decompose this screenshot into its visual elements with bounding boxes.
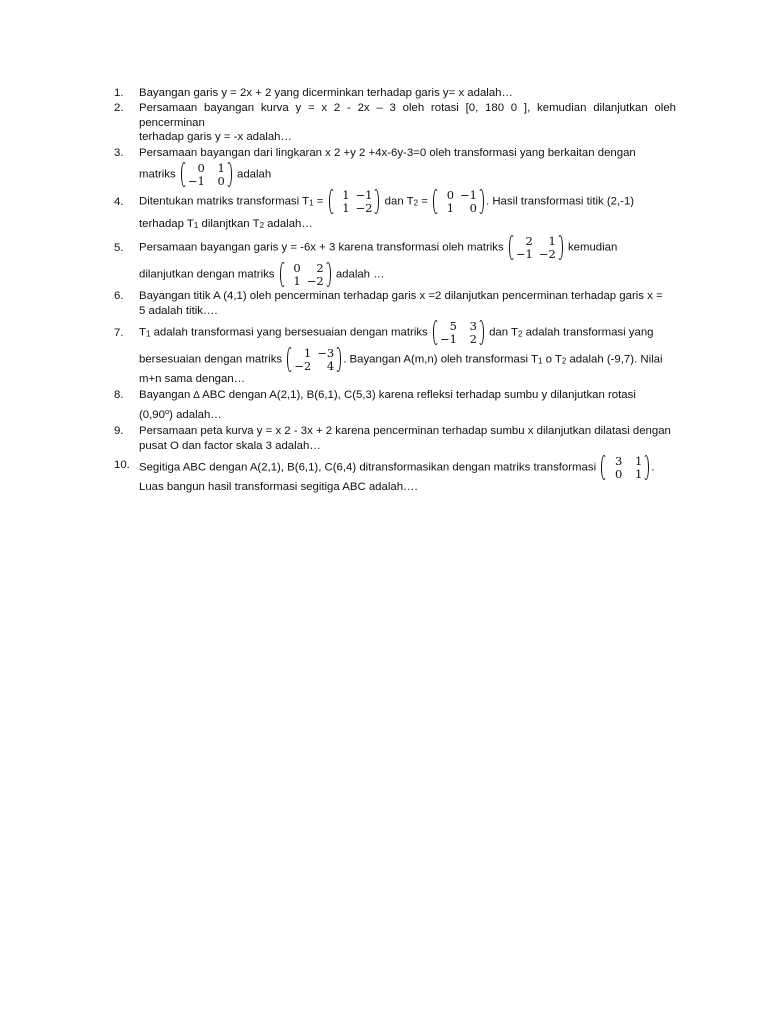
question-text: terhadap T xyxy=(139,218,194,231)
matrix xyxy=(280,262,331,287)
question-text: Segitiga ABC dengan A(2,1), B(6,1), C(6,4) ditransformasikan dengan matriks transformasi xyxy=(139,461,597,474)
matrix-cell: −2 xyxy=(294,358,312,373)
matrix-t2 xyxy=(433,189,484,214)
question-text: (0,90 xyxy=(139,409,165,422)
equals-sign: = xyxy=(421,195,428,208)
question-text: adalah … xyxy=(335,268,385,281)
subscript: 1 xyxy=(145,329,151,339)
question-7 xyxy=(114,320,676,386)
matrix-cell: 1 xyxy=(634,466,643,481)
superscript: o xyxy=(164,407,170,417)
question-text: Luas bangun hasil transformasi segitiga ABC adalah…. xyxy=(139,481,418,494)
question-8 xyxy=(114,388,676,423)
question-text: Bayangan garis y = 2x + 2 yang dicerminkan terhadap garis y= x adalah… xyxy=(139,87,513,99)
matrix-cell: −1 xyxy=(355,188,373,203)
subscript: 2 xyxy=(561,356,567,366)
question-number: 9. xyxy=(114,425,124,438)
question-text: . Hasil transformasi titik (2,-1) xyxy=(485,195,635,208)
question-text: matriks xyxy=(139,168,176,181)
matrix-cell: 3 xyxy=(469,319,477,334)
matrix-cell: 1 xyxy=(303,346,312,361)
question-text-line-1: Persamaan bayangan kurva y = x 2 - 2x – 3 oleh rotasi [0, 180 0 ], kemudian dilanjutkan oleh pencerminan xyxy=(139,102,676,129)
matrix-cell: 1 xyxy=(634,454,643,469)
question-text: m+n sama dengan… xyxy=(139,373,246,386)
matrix xyxy=(181,162,232,187)
matrix-cell: 0 xyxy=(293,261,301,276)
question-text: dilanjtkan T xyxy=(198,218,260,231)
question-text: dilanjutkan dengan matriks xyxy=(139,268,275,281)
question-text: Persamaan bayangan garis y = -6x + 3 karena transformasi oleh matriks xyxy=(139,241,504,254)
matrix xyxy=(433,320,484,345)
question-number: 10. xyxy=(114,459,130,472)
matrix-cell: 1 xyxy=(293,273,301,288)
question-4 xyxy=(114,189,676,233)
matrix-cell: −1 xyxy=(187,173,205,188)
question-text: adalah… xyxy=(264,218,313,231)
question-text-line-1: Bayangan titik A (4,1) oleh pencerminan terhadap garis x =2 dilanjutkan pencerminan terhadap garis x = xyxy=(139,290,663,303)
matrix-cell: −3 xyxy=(317,346,335,361)
subscript: 2 xyxy=(259,221,265,231)
question-number: 8. xyxy=(114,388,124,401)
question-1 xyxy=(114,86,676,100)
question-text: o T xyxy=(542,353,562,366)
matrix-cell: 1 xyxy=(342,188,350,203)
question-text: . Bayangan A(m,n) oleh transformasi T xyxy=(343,353,538,366)
matrix-cell: 2 xyxy=(316,261,324,276)
matrix-cell: 0 xyxy=(469,200,477,215)
question-text: Ditentukan matriks transformasi T xyxy=(139,195,310,208)
subscript: 1 xyxy=(193,221,199,231)
question-number: 1. xyxy=(114,87,124,99)
matrix-cell: 0 xyxy=(446,188,455,203)
equals-sign: = xyxy=(316,195,324,208)
matrix-cell: 1 xyxy=(548,234,556,249)
question-text: bersesuaian dengan matriks xyxy=(139,353,283,366)
matrix-cell: 0 xyxy=(197,161,205,176)
question-number: 3. xyxy=(114,146,124,159)
matrix-cell: −2 xyxy=(538,246,556,261)
question-text: Bayangan xyxy=(139,388,191,401)
subscript: 2 xyxy=(413,198,419,208)
triangle-symbol: ∆ xyxy=(193,389,200,401)
question-text: T xyxy=(139,326,146,339)
question-text: dan T xyxy=(489,326,518,339)
subscript: 1 xyxy=(537,356,543,366)
question-number: 7. xyxy=(114,327,124,340)
question-10 xyxy=(114,455,676,494)
question-number: 2. xyxy=(114,102,124,115)
matrix-cell: 3 xyxy=(614,454,623,469)
matrix-cell: 0 xyxy=(217,173,225,188)
question-text: . xyxy=(651,461,655,474)
question-6 xyxy=(114,289,676,318)
matrix xyxy=(601,455,649,480)
matrix-cell: −2 xyxy=(355,200,373,215)
matrix-cell: 2 xyxy=(469,331,477,346)
matrix xyxy=(287,347,341,372)
matrix-cell: 5 xyxy=(449,319,457,334)
question-2 xyxy=(114,101,676,144)
matrix-t1 xyxy=(329,189,380,214)
matrix-cell: 0 xyxy=(614,466,623,481)
question-9 xyxy=(114,424,676,453)
question-text-line-1: Persamaan peta kurva y = x 2 - 3x + 2 karena pencerminan terhadap sumbu x dilanjutkan dilatasi dengan xyxy=(139,425,671,438)
matrix-cell: −2 xyxy=(306,273,324,288)
question-text: adalah transformasi yang xyxy=(522,326,654,339)
question-text-line-2: pusat O dan factor skala 3 adalah… xyxy=(139,439,321,452)
question-text: kemudian xyxy=(567,241,618,254)
question-text: adalah xyxy=(237,168,272,181)
question-text: adalah transformasi yang bersesuaian dengan matriks xyxy=(150,326,428,339)
question-text-line-2: terhadap garis y = -x adalah… xyxy=(139,131,292,144)
matrix-cell: −1 xyxy=(515,246,533,261)
question-text: adalah (-9,7). Nilai xyxy=(566,353,663,366)
question-text: dan T xyxy=(384,195,414,208)
question-text-line-1: Persamaan bayangan dari lingkaran x 2 +y 2 +4x-6y-3=0 oleh transformasi yang berkaitan dengan xyxy=(139,146,636,159)
question-number: 4. xyxy=(114,196,124,209)
matrix-cell: 4 xyxy=(326,358,335,373)
question-5 xyxy=(114,235,676,287)
question-list xyxy=(114,86,676,495)
matrix-cell: 1 xyxy=(342,200,350,215)
matrix-cell: 1 xyxy=(217,161,225,176)
question-text: ) adalah… xyxy=(169,409,222,422)
question-text: ABC dengan A(2,1), B(6,1), C(5,3) karena refleksi terhadap sumbu y dilanjutkan rotasi xyxy=(202,388,636,401)
subscript: 1 xyxy=(309,198,314,208)
matrix-cell: 2 xyxy=(525,234,533,249)
subscript: 2 xyxy=(517,329,523,339)
matrix-cell: 1 xyxy=(446,200,455,215)
question-3 xyxy=(114,146,676,187)
question-text-line-2: 5 adalah titik…. xyxy=(139,304,218,317)
matrix-cell: −1 xyxy=(439,331,457,346)
matrix-cell: −1 xyxy=(460,188,477,203)
question-number: 5. xyxy=(114,242,124,255)
matrix xyxy=(509,235,563,260)
question-number: 6. xyxy=(114,290,124,303)
